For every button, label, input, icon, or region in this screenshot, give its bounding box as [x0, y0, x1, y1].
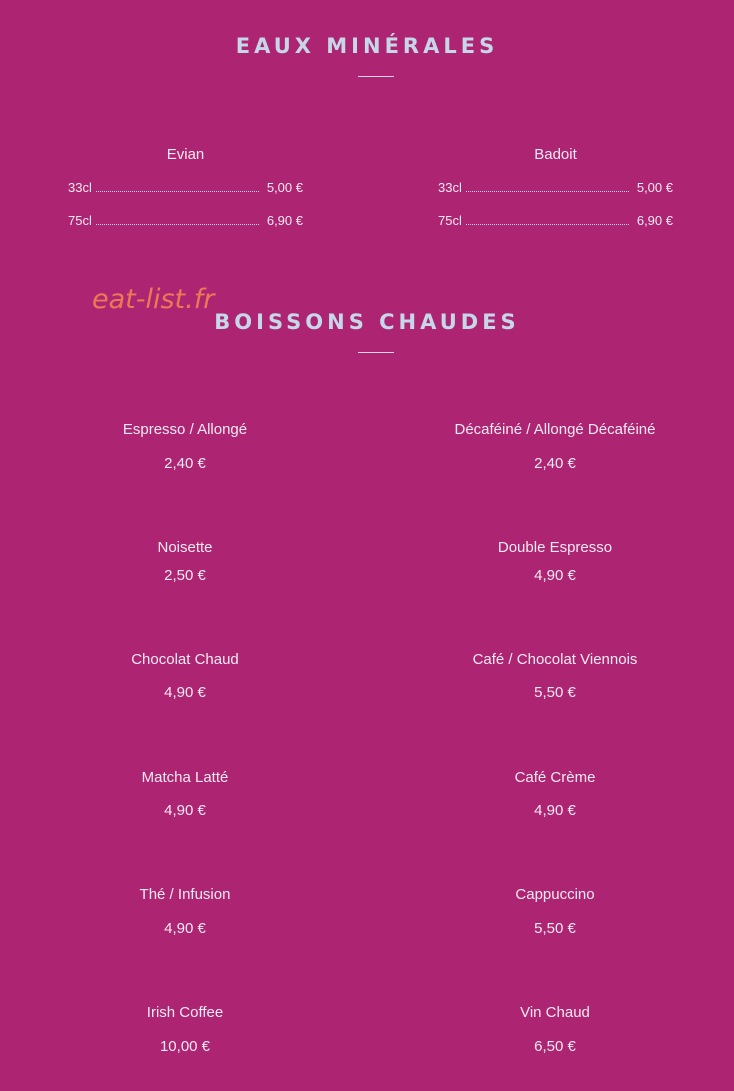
item-name: Noisette	[157, 539, 213, 556]
watermark: eat-list.fr	[92, 284, 215, 315]
water-price-row	[68, 178, 303, 198]
item-name: Café Crème	[514, 769, 596, 786]
dotted-leader	[466, 223, 629, 225]
menu-item-cafe-creme	[370, 768, 734, 821]
section-title-boissons-chaudes: BOISSONS CHAUDES	[214, 310, 520, 334]
water-item-evian	[68, 145, 303, 231]
item-name: Vin Chaud	[520, 1004, 590, 1021]
item-name: Café / Chocolat Viennois	[472, 651, 638, 668]
item-name: Chocolat Chaud	[131, 651, 239, 668]
menu-item-the-infusion	[0, 885, 370, 939]
title-divider	[358, 352, 394, 353]
section-title-eaux-minerales: EAUX MINÉRALES	[235, 34, 499, 58]
dotted-leader	[96, 223, 259, 225]
menu-item-espresso	[0, 420, 370, 474]
menu-item-matcha-latte	[0, 768, 370, 821]
item-price: 4,90 €	[534, 802, 576, 819]
water-size: 75cl	[68, 213, 92, 228]
water-name: Badoit	[534, 146, 577, 163]
item-price: 4,90 €	[534, 567, 576, 584]
item-price: 10,00 €	[159, 1038, 211, 1055]
item-price: 5,50 €	[534, 684, 576, 701]
item-price: 6,50 €	[534, 1038, 576, 1055]
title-divider	[358, 76, 394, 77]
dotted-leader	[96, 190, 259, 192]
menu-item-chocolat-chaud	[0, 650, 370, 703]
item-name: Thé / Infusion	[139, 886, 231, 903]
menu-item-viennois	[370, 650, 734, 703]
item-name: Espresso / Allongé	[122, 421, 248, 438]
menu-item-cappuccino	[370, 885, 734, 939]
water-price-row	[438, 178, 673, 198]
item-price: 2,40 €	[534, 455, 576, 472]
water-item-badoit	[438, 145, 673, 231]
water-size: 33cl	[68, 180, 92, 195]
menu-item-vin-chaud	[370, 1003, 734, 1057]
water-name: Evian	[166, 146, 205, 163]
water-price-row	[68, 211, 303, 231]
water-price: 5,00 €	[266, 180, 303, 195]
water-price: 6,90 €	[266, 213, 303, 228]
water-size: 33cl	[438, 180, 462, 195]
water-price: 6,90 €	[636, 213, 673, 228]
item-price: 2,50 €	[164, 567, 206, 584]
item-name: Cappuccino	[515, 886, 595, 903]
item-name: Irish Coffee	[146, 1004, 224, 1021]
water-price-row	[438, 211, 673, 231]
item-price: 5,50 €	[534, 920, 576, 937]
water-price: 5,00 €	[636, 180, 673, 195]
item-name: Matcha Latté	[141, 769, 229, 786]
menu-item-decafeine	[370, 420, 734, 474]
menu-item-double-espresso	[370, 538, 734, 586]
item-name: Double Espresso	[497, 539, 613, 556]
dotted-leader	[466, 190, 629, 192]
water-size: 75cl	[438, 213, 462, 228]
item-price: 4,90 €	[164, 920, 206, 937]
item-price: 2,40 €	[164, 455, 206, 472]
menu-item-noisette	[0, 538, 370, 586]
item-name: Décaféiné / Allongé Décaféiné	[454, 421, 656, 438]
item-price: 4,90 €	[164, 684, 206, 701]
item-price: 4,90 €	[164, 802, 206, 819]
menu-item-irish-coffee	[0, 1003, 370, 1057]
